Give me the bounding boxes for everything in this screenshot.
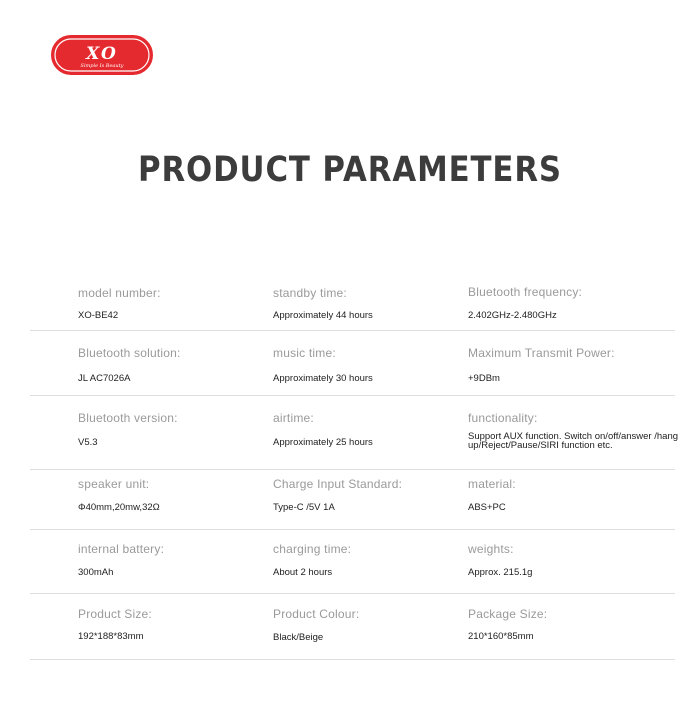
parameter-value: Black/Beige (273, 632, 324, 643)
parameter-label: Product Size: (78, 607, 152, 621)
brand-logo-text: XO (86, 44, 118, 64)
parameter-label: speaker unit: (78, 477, 150, 491)
parameter-label: music time: (273, 346, 336, 360)
parameter-value: Approximately 44 hours (273, 310, 373, 321)
parameter-value: XO-BE42 (78, 310, 119, 321)
parameter-label: charging time: (273, 542, 352, 556)
parameter-label: internal battery: (78, 542, 165, 556)
parameter-label: Charge Input Standard: (273, 477, 403, 491)
parameter-value: JL AC7026A (78, 373, 131, 384)
parameter-value: ABS+PC (468, 502, 506, 513)
parameters-table (30, 272, 679, 660)
parameter-value: +9DBm (468, 373, 500, 384)
parameter-label: Product Colour: (273, 607, 360, 621)
parameter-label: Bluetooth solution: (78, 346, 181, 360)
parameter-value: 300mAh (78, 567, 114, 578)
parameter-value: Approximately 25 hours (273, 437, 373, 448)
parameter-value: Support AUX function. Switch on/off/answer /hang up/Reject/Pause/SIRI function etc. (468, 431, 679, 451)
parameter-row (30, 470, 675, 530)
parameter-label: weights: (468, 542, 514, 556)
parameter-value: About 2 hours (273, 567, 333, 578)
parameter-value: V5.3 (78, 437, 98, 448)
parameter-label: Bluetooth version: (78, 411, 178, 425)
brand-tagline: Simple Is Beauty (80, 63, 124, 69)
parameter-value: 210*160*85mm (468, 631, 534, 642)
parameter-row (30, 272, 675, 331)
parameter-label: Bluetooth frequency: (468, 285, 583, 299)
parameter-value: 192*188*83mm (78, 631, 144, 642)
page-title: PRODUCT PARAMETERS (137, 150, 562, 190)
parameter-label: standby time: (273, 286, 347, 300)
brand-logo (50, 34, 154, 76)
parameter-value: Φ40mm,20mw,32Ω (78, 502, 160, 513)
parameter-value: Approx. 215.1g (468, 567, 533, 578)
parameter-label: material: (468, 477, 516, 491)
parameter-label: airtime: (273, 411, 314, 425)
parameter-row (30, 594, 675, 660)
parameter-label: Maximum Transmit Power: (468, 346, 615, 360)
parameter-row (30, 331, 675, 396)
parameter-value: 2.402GHz-2.480GHz (468, 310, 557, 321)
parameter-row (30, 530, 675, 594)
parameter-value: Type-C /5V 1A (273, 502, 335, 513)
parameter-label: Package Size: (468, 607, 548, 621)
parameter-value: Approximately 30 hours (273, 373, 373, 384)
parameter-row (30, 396, 679, 470)
parameter-label: functionality: (468, 411, 538, 425)
parameter-label: model number: (78, 286, 161, 300)
